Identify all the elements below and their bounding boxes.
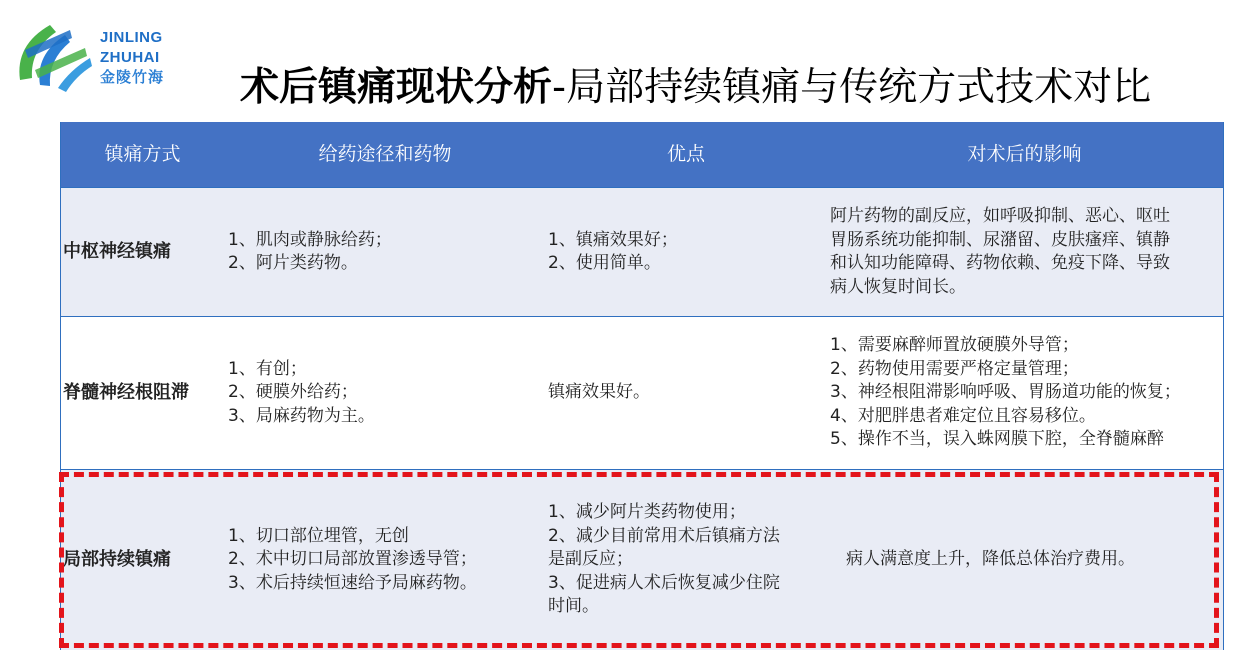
title-rest: -局部持续镇痛与传统方式技术对比 [552, 65, 1152, 110]
logo-line-1: JINLING [100, 29, 163, 46]
logo-line-2: ZHUHAI [100, 49, 160, 66]
table-row [61, 469, 1223, 650]
header-method: 镇痛方式 [104, 142, 181, 165]
route-cell: 1、切口部位埋管，无创 2、术中切口局部放置渗透导管； 3、术后持续恒速给予局麻药物。 [228, 525, 477, 593]
impact-cell: 阿片药物的副反应，如呼吸抑制、恶心、呕吐 胃肠系统功能抑制、尿潴留、皮肤瘙痒、镇静 和认知功能障碍、药物依赖、免疫下降、导致 病人恢复时间长。 [830, 206, 1170, 297]
impact-cell: 病人满意度上升，降低总体治疗费用。 [846, 549, 1135, 570]
table-row [61, 187, 1223, 316]
title-bold: 术后镇痛现状分析 [240, 65, 553, 110]
logo-mark-icon [10, 10, 100, 100]
header-advantage: 优点 [666, 142, 705, 165]
method-cell: 中枢神经镇痛 [63, 241, 171, 263]
company-logo [10, 10, 180, 100]
route-cell: 1、有创； 2、硬膜外给药； 3、局麻药物为主。 [228, 358, 375, 426]
logo-line-3: 金陵竹海 [100, 69, 165, 86]
advantage-cell: 镇痛效果好。 [548, 382, 650, 403]
route-cell: 1、肌肉或静脉给药； 2、阿片类药物。 [228, 229, 392, 273]
advantage-cell: 1、镇痛效果好； 2、使用简单。 [548, 229, 678, 273]
impact-cell: 1、需要麻醉师置放硬膜外导管； 2、药物使用需要严格定量管理； 3、神经根阻滞影响呼吸、胃肠道功能的恢复； 4、对肥胖患者难定位且容易移位。 5、操作不当，误入蛛网膜下腔，全脊髓麻醉 [830, 335, 1181, 450]
table-header-row [61, 122, 1223, 187]
header-route: 给药途径和药物 [318, 142, 452, 165]
comparison-table [60, 122, 1224, 650]
method-cell: 脊髓神经根阻滞 [63, 382, 189, 404]
page-title [240, 56, 1151, 116]
logo-text [100, 28, 164, 88]
method-cell: 局部持续镇痛 [63, 549, 171, 571]
table-row [61, 316, 1223, 469]
header-impact: 对术后的影响 [967, 142, 1082, 165]
advantage-cell: 1、减少阿片类药物使用； 2、减少目前常用术后镇痛方法 是副反应； 3、促进病人术后恢复减少住院 时间。 [548, 502, 780, 617]
